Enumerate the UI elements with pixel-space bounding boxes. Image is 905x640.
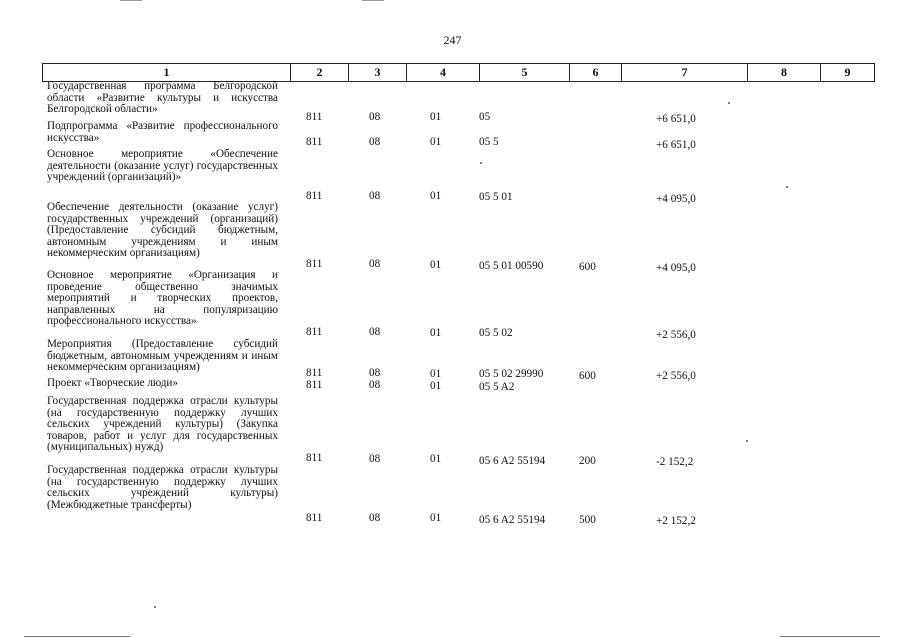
header-col-4: 4 — [407, 64, 480, 81]
row-col-4: 01 — [430, 368, 442, 380]
row-col-6: 500 — [579, 514, 596, 526]
row-col-7: +2 152,2 — [656, 515, 696, 527]
row-col-4: 01 — [430, 453, 442, 465]
top-edge-line — [362, 0, 384, 1]
scan-speck — [154, 606, 156, 608]
page-number: 247 — [443, 33, 462, 47]
row-col-5: 05 5 A2 — [479, 381, 515, 393]
row-description: Подпрограмма «Развитие профессионального искусства» — [47, 120, 278, 144]
row-col-3: 08 — [369, 512, 381, 524]
row-col-7: +4 095,0 — [656, 193, 696, 205]
row-col-7: -2 152,2 — [656, 456, 694, 468]
row-col-4: 01 — [430, 190, 442, 202]
top-edge-line — [120, 0, 142, 1]
row-col-5: 05 5 — [479, 136, 499, 148]
row-col-2: 811 — [306, 190, 323, 202]
row-col-5: 05 6 A2 55194 — [479, 514, 546, 526]
row-col-7: +4 095,0 — [656, 262, 696, 274]
row-description: Государственная программа Белгородской области «Развитие культуры и искусства Белгородской области» — [47, 80, 278, 116]
scan-speck — [786, 186, 788, 188]
row-col-4: 01 — [430, 259, 442, 271]
row-col-5: 05 5 01 — [479, 191, 513, 203]
bottom-edge-line — [780, 636, 880, 637]
row-col-4: 01 — [430, 512, 442, 524]
row-col-3: 08 — [369, 111, 381, 123]
row-description: Основное мероприятие «Обеспечение деятельности (оказание услуг) государственных учреждений (организаций)» — [47, 148, 278, 184]
row-col-3: 08 — [369, 136, 381, 148]
row-col-2: 811 — [306, 367, 323, 379]
bottom-edge-line — [24, 636, 130, 637]
row-col-2: 811 — [306, 258, 323, 270]
row-description: Основное мероприятие «Организация и проведение общественно значимых мероприятий и творческих проектов, направленных на популяризацию профессионального искусства» — [47, 269, 278, 328]
row-col-7: +2 556,0 — [656, 329, 696, 341]
row-col-5: 05 5 02 29990 — [479, 368, 544, 380]
row-col-3: 08 — [369, 379, 381, 391]
row-description: Мероприятия (Предоставление субсидий бюджетным, автономным учреждениям и иным некоммерческим организациям) — [47, 338, 278, 374]
row-col-5: 05 — [479, 111, 491, 123]
header-col-8: 8 — [748, 64, 821, 81]
header-col-2: 2 — [291, 64, 349, 81]
row-col-2: 811 — [306, 136, 323, 148]
row-col-3: 08 — [369, 367, 381, 379]
row-col-6: 600 — [579, 370, 596, 382]
header-col-3: 3 — [349, 64, 407, 81]
row-col-4: 01 — [430, 111, 442, 123]
row-col-5: 05 6 A2 55194 — [479, 455, 546, 467]
row-col-5: 05 5 02 — [479, 327, 513, 339]
row-col-2: 811 — [306, 452, 323, 464]
scan-speck — [746, 440, 748, 442]
scan-speck — [728, 102, 730, 104]
row-col-7: +2 556,0 — [656, 370, 696, 382]
row-col-4: 01 — [430, 380, 442, 392]
header-col-7: 7 — [622, 64, 748, 81]
row-col-2: 811 — [306, 111, 323, 123]
row-description: Проект «Творческие люди» — [47, 377, 178, 389]
row-col-6: 600 — [579, 261, 596, 273]
row-col-2: 811 — [306, 379, 323, 391]
row-col-3: 08 — [369, 326, 381, 338]
scan-speck — [480, 162, 482, 164]
row-col-3: 08 — [369, 453, 381, 465]
row-description: Государственная поддержка отрасли культуры (на государственную поддержку лучших сельских учреждений культуры) (Межбюджетные трансферты) — [47, 464, 278, 511]
header-col-1: 1 — [43, 64, 291, 81]
row-col-6: 200 — [579, 455, 596, 467]
row-col-3: 08 — [369, 190, 381, 202]
header-col-6: 6 — [570, 64, 622, 81]
row-col-2: 811 — [306, 326, 323, 338]
row-col-7: +6 651,0 — [656, 139, 696, 151]
row-col-2: 811 — [306, 512, 323, 524]
row-col-4: 01 — [430, 327, 442, 339]
row-col-7: +6 651,0 — [656, 113, 696, 125]
row-description: Обеспечение деятельности (оказание услуг) государственных учреждений (организаций) (Предоставление субсидий бюджетным, автономным учреждениям и иным некоммерческим организациям) — [47, 201, 278, 260]
header-col-9: 9 — [844, 65, 851, 79]
row-col-5: 05 5 01 00590 — [479, 260, 544, 272]
header-col-5: 5 — [480, 64, 570, 81]
row-col-3: 08 — [369, 258, 381, 270]
row-col-4: 01 — [430, 136, 442, 148]
row-description: Государственная поддержка отрасли культуры (на государственную поддержку лучших сельских учреждений культуры) (Закупка товаров, работ и услуг для государственных (муниципальных) нужд) — [47, 395, 278, 454]
